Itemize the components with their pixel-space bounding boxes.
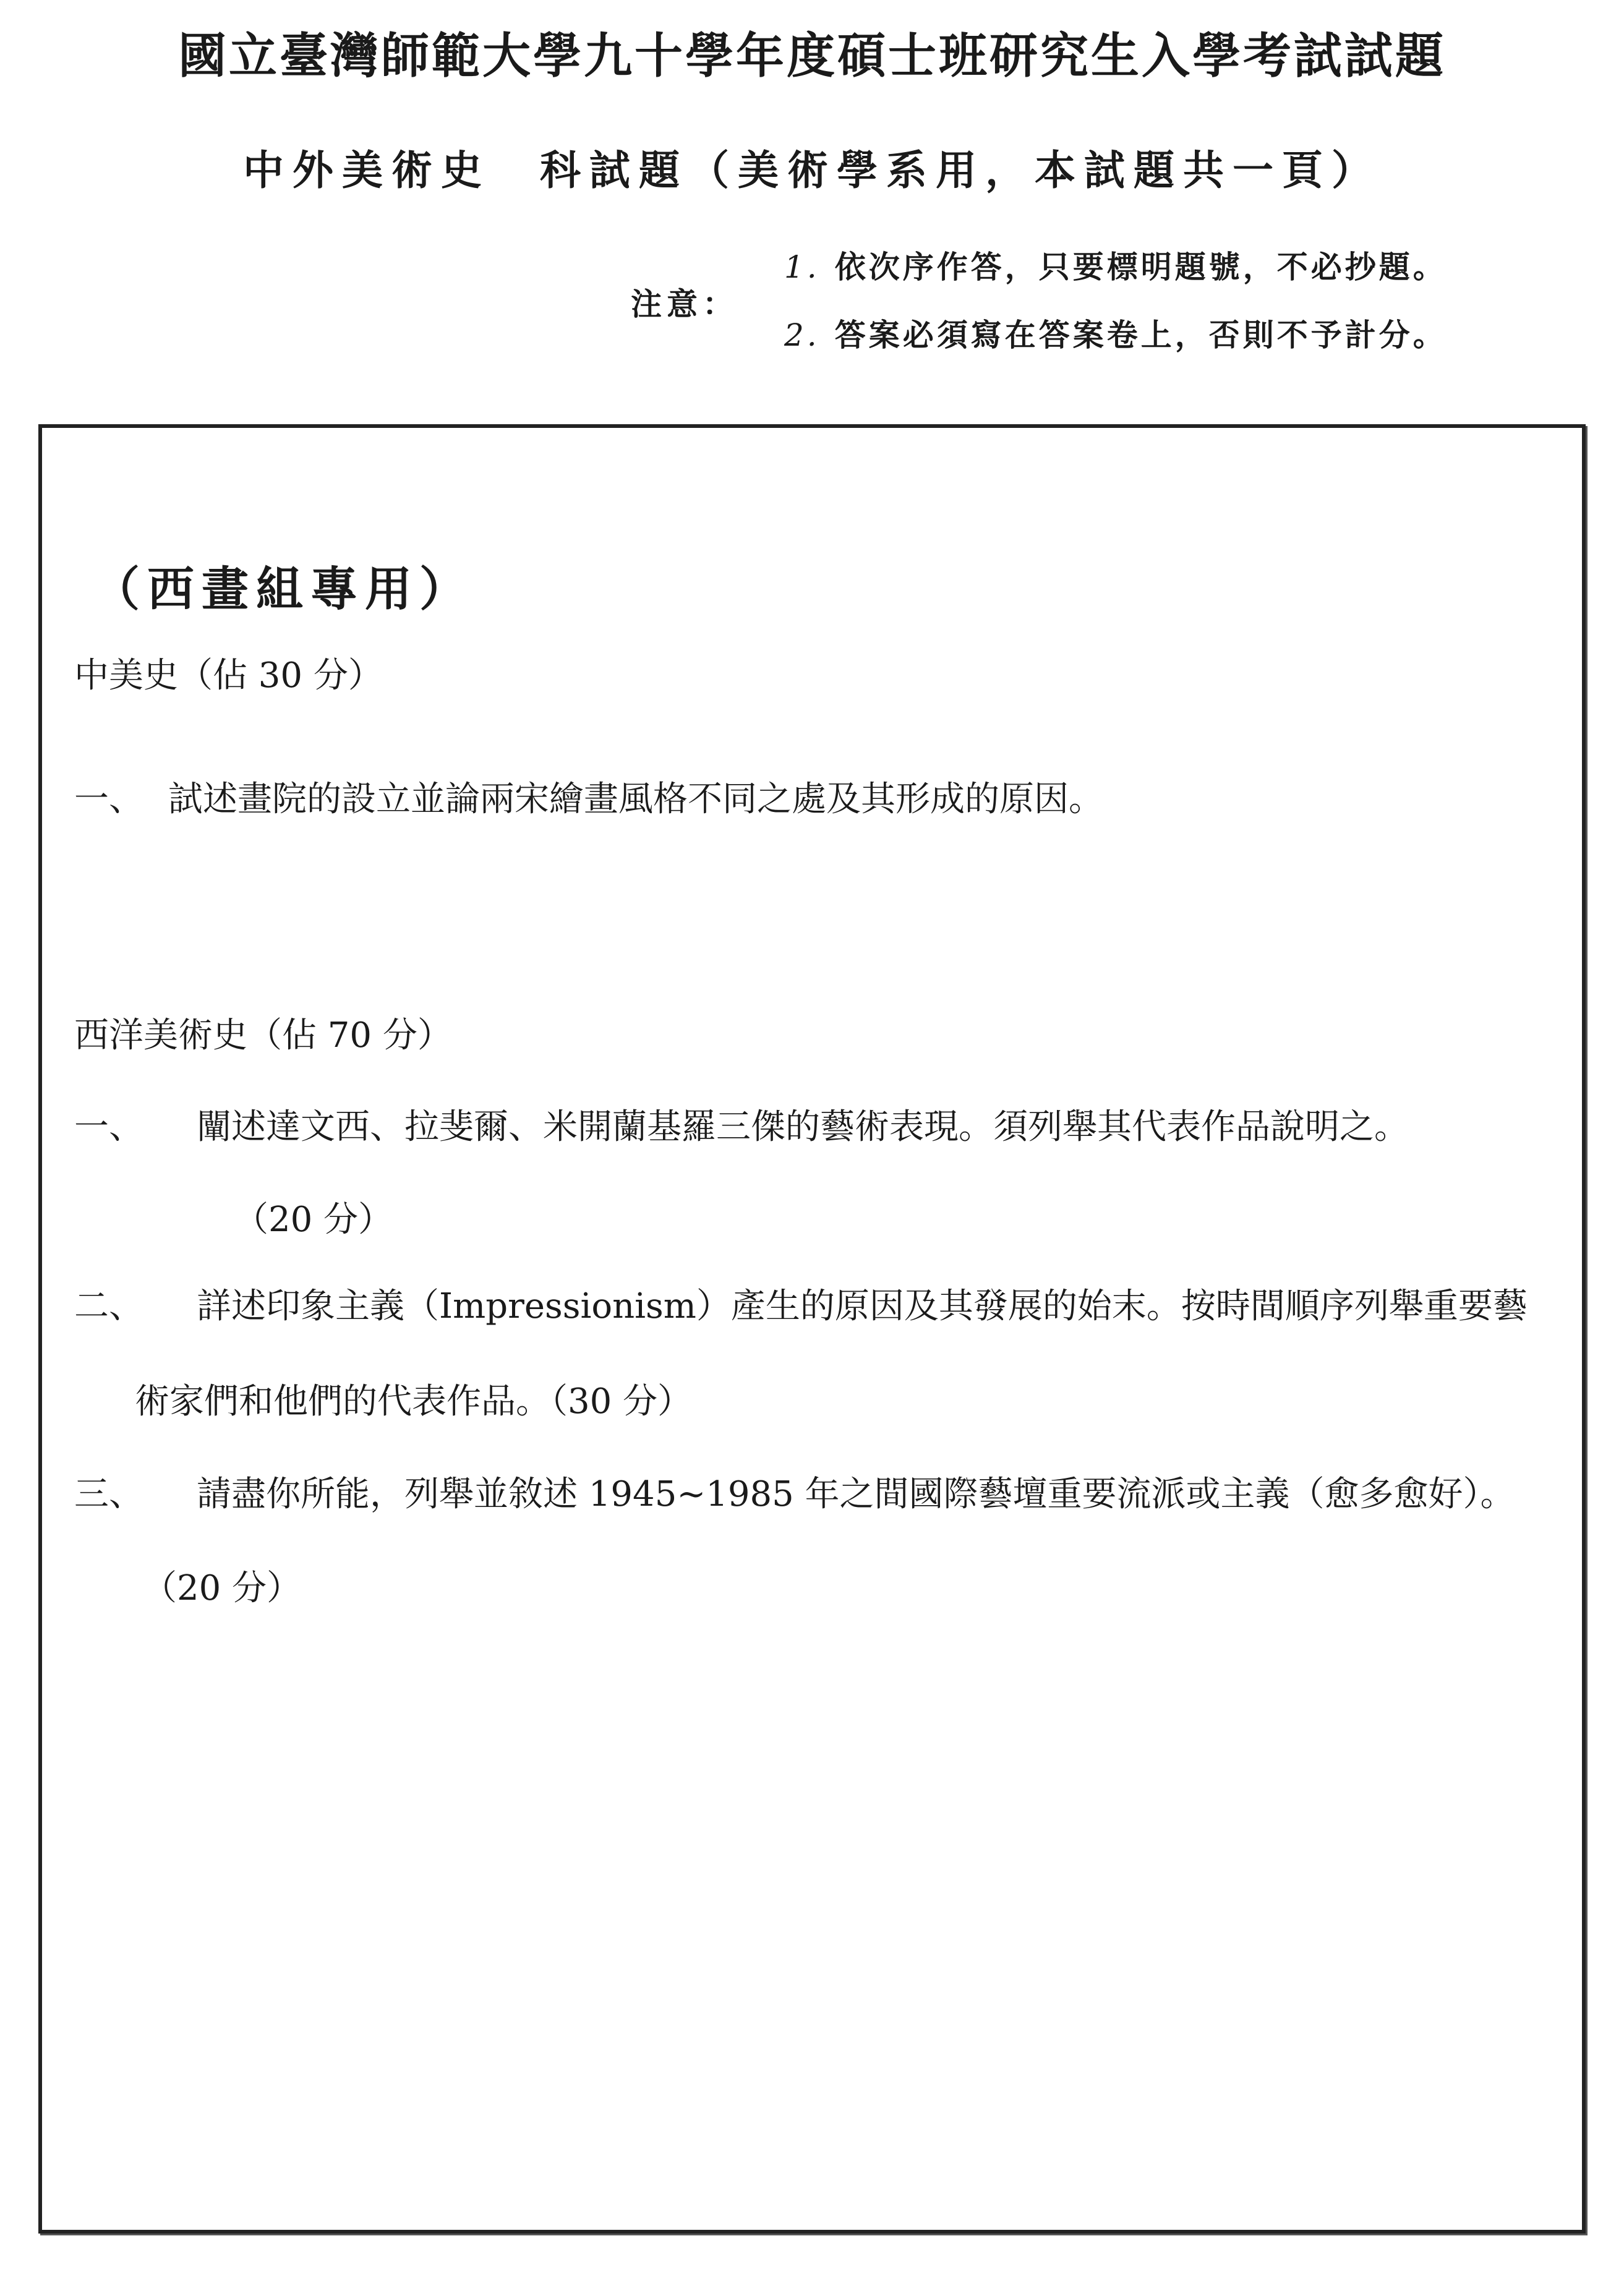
question-text: 闡述達文西、拉斐爾、米開蘭基羅三傑的藝術表現。須列舉其代表作品說明之。	[197, 1107, 1409, 1147]
question-continuation: （20 分）	[234, 1200, 393, 1240]
exam-subtitle: 中外美術史 科試題（美術學系用，本試題共一頁）	[243, 146, 1381, 194]
chinese-art-history-heading: 中美史（佔 30 分）	[74, 655, 383, 696]
question-number: 一、	[74, 1107, 143, 1147]
notes-label: 注意：	[631, 286, 738, 322]
note-number: 2.	[784, 317, 820, 353]
question-number: 一、	[74, 779, 143, 819]
note-text: 依次序作答，只要標明題號，不必抄題。	[834, 249, 1447, 285]
section-heading: （西畫組專用）	[93, 561, 474, 617]
question-continuation: 術家們和他們的代表作品。（30 分）	[135, 1381, 693, 1422]
note-number: 1.	[784, 249, 820, 285]
question-text: 試述畫院的設立並論兩宋繪畫風格不同之處及其形成的原因。	[168, 779, 1103, 819]
note-text: 答案必須寫在答案卷上，否則不予計分。	[834, 317, 1447, 353]
question-number: 三、	[74, 1474, 143, 1514]
western-art-history-heading: 西洋美術史（佔 70 分）	[74, 1015, 452, 1056]
note-item	[784, 242, 1447, 287]
question-text: 詳述印象主義（Impressionism）產生的原因及其發展的始末。按時間順序列舉重要藝	[197, 1286, 1528, 1326]
question-continuation: （20 分）	[142, 1568, 302, 1608]
question-text: 請盡你所能，列舉並敘述 1945~1985 年之間國際藝壇重要流派或主義（愈多愈好）。	[197, 1474, 1515, 1514]
exam-title: 國立臺灣師範大學九十學年度碩士班研究生入學考試試題	[177, 28, 1446, 84]
question-number: 二、	[74, 1286, 143, 1326]
note-item	[784, 310, 1447, 355]
